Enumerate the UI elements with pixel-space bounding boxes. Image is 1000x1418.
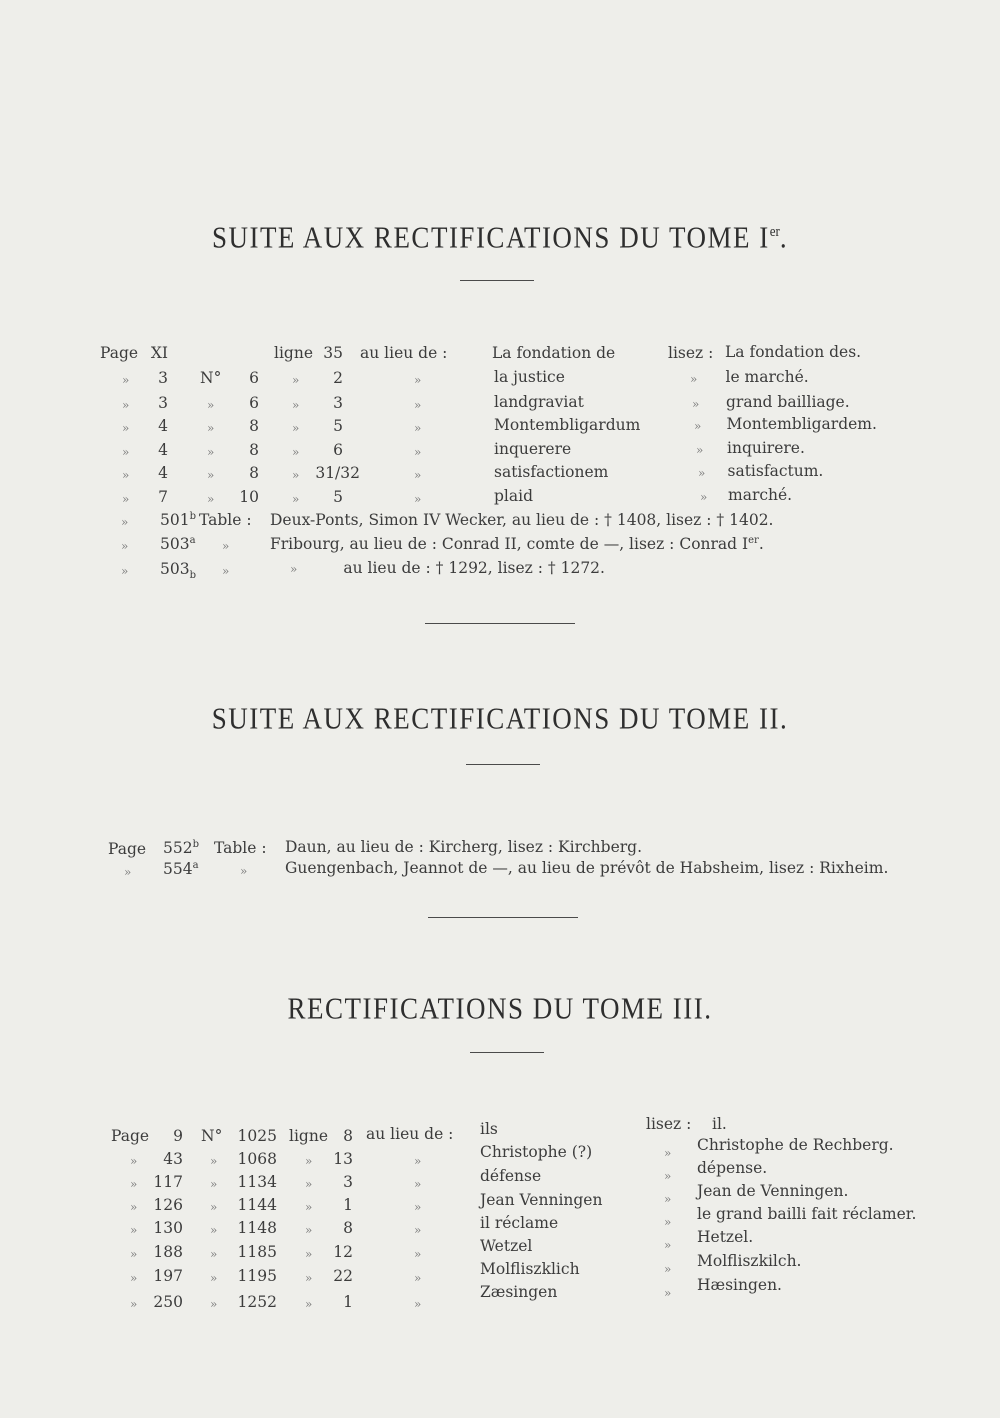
row-new-text: Christophe de Rechberg. [697,1136,894,1154]
entry-text [290,559,605,578]
row-line: 2 [333,369,343,387]
row-lisez: » [664,1192,672,1206]
row-lisez: lisez : [668,344,714,362]
row-no-label: » [210,1154,218,1168]
row-new-text: Hæsingen. [697,1276,782,1294]
row-ligne-label: » [305,1223,313,1237]
row-old-text: défense [480,1167,542,1185]
row-au-lieu: » [414,1297,422,1311]
row-old-text: inquerere [494,440,572,458]
row-number: 1185 [237,1243,277,1261]
row-au-lieu: » [414,1223,422,1237]
section3-rule [470,1052,544,1053]
row-page-number: 4 [158,441,168,459]
row-au-lieu: » [414,398,422,412]
entry-page-number: 501$^b$ [160,510,196,529]
row-page-number: XI [150,344,168,362]
entry-mark: Page [108,840,147,858]
entry-page-suffix: b [189,570,196,582]
row-ligne-label: » [305,1177,313,1191]
row-new-text: le marché. [725,367,809,386]
row-lisez: » [664,1262,672,1276]
entry-label: » [222,564,230,578]
row-old-text: Montembligardum [494,416,641,434]
row-au-lieu: au lieu de : [360,344,448,362]
entry-text-end: . [758,534,764,553]
row-line: 13 [333,1150,353,1168]
entry-page-suffix: a [192,859,199,871]
entry-page-suffix: a [189,534,196,546]
entry-mark: » [121,539,129,553]
row-ligne-label: » [292,421,300,435]
row-au-lieu: » [414,421,422,435]
row-page-label: » [130,1177,138,1191]
row-no-label: » [207,492,215,506]
row-old-text: satisfactionem [494,463,609,481]
row-lisez: » [692,396,700,411]
row-number: 10 [239,488,259,506]
entry-label: Table : [199,511,252,529]
row-old-text: la justice [494,368,565,386]
entry-page-number: $503_b$ [160,560,196,582]
row-old-text: plaid [494,487,533,505]
row-number: 8 [249,464,259,482]
row-number: 8 [249,441,259,459]
row-old-text: Jean Venningen [480,1191,603,1209]
row-no-label: N° [200,369,222,387]
row-no-label: » [210,1200,218,1214]
row-page-label: » [130,1271,138,1285]
entry-label: » [240,864,248,878]
row-page-number: 250 [153,1293,183,1311]
row-page-number: 4 [158,417,168,435]
row-no-label: » [207,468,215,482]
row-old-text: La fondation de [492,344,616,362]
section1-title: SUITE AUX RECTIFICATIONS DU TOME Ier. [211,219,789,255]
row-page-label: » [130,1297,138,1311]
row-number: 1195 [237,1267,277,1285]
row-lisez: » [698,466,706,480]
section2-title: SUITE AUX RECTIFICATIONS DU TOME II. [211,700,789,736]
row-page-number: 7 [158,488,168,506]
row-page-label: » [130,1247,138,1261]
row-page-label: » [122,398,130,412]
row-ligne-label: » [305,1271,313,1285]
divider-rule-2 [428,917,578,918]
entry-text: Daun, au lieu de : Kircherg, lisez : Kirchberg. [285,838,643,856]
row-page-number: 188 [153,1243,183,1261]
row-old-text: Zæsingen [480,1283,558,1301]
entry-page-suffix: b [192,838,199,850]
row-no-label: » [207,421,215,435]
entry-ditto-mark: » [290,562,298,576]
row-line: 8 [343,1219,353,1237]
row-new-text: Hetzel. [697,1228,754,1246]
row-new-text: inquirere. [727,439,805,458]
row-ligne-label: » [305,1297,313,1311]
row-lisez: » [700,489,708,504]
row-old-text: Molfliszklich [480,1260,580,1278]
row-number: 1144 [237,1196,277,1214]
row-au-lieu: » [414,468,422,482]
row-au-lieu: » [414,1200,422,1214]
row-new-text: satisfactum. [727,462,824,480]
row-lisez: » [664,1286,672,1300]
row-new-text: grand bailliage. [726,392,850,411]
row-ligne-label: » [292,468,300,482]
entry-text-rest: au lieu de : † 1292, lisez : † 1272. [343,559,605,577]
row-number: 1134 [237,1173,277,1191]
row-new-text: La fondation des. [725,343,862,361]
row-page-label: » [130,1154,138,1168]
row-line: 1 [343,1196,353,1214]
row-no-label: » [207,445,215,459]
row-au-lieu: » [414,1247,422,1261]
row-number: 1068 [237,1150,277,1168]
entry-text: Deux-Ponts, Simon IV Wecker, au lieu de : † 1408, lisez : † 1402. [270,511,774,529]
row-old-text: landgraviat [494,393,584,411]
row-page-number: 43 [163,1150,183,1168]
row-ligne-label: ligne [274,344,313,362]
row-new-text: Jean de Venningen. [697,1182,849,1200]
entry-label: » [222,539,230,553]
section3-title: RECTIFICATIONS DU TOME III. [287,990,713,1026]
row-no-label: » [207,398,215,412]
row-line: 3 [333,394,343,412]
section2-rule [466,764,540,765]
row-number: 1252 [237,1293,277,1311]
row-page-number: 126 [153,1196,183,1214]
row-page-label: » [122,421,130,435]
row-number: 1148 [237,1219,277,1237]
row-new-text: le grand bailli fait réclamer. [697,1205,917,1223]
entry-page-suffix: b [189,510,196,522]
row-lisez: » [690,371,698,386]
row-no-label: » [210,1247,218,1261]
row-lisez: » [694,419,702,434]
row-line: 35 [323,344,343,362]
row-lisez: » [664,1215,672,1229]
entry-mark: » [121,564,129,578]
row-lisez: » [664,1169,672,1183]
row-number: 8 [249,417,259,435]
row-line: 22 [333,1267,353,1285]
row-no-label: » [210,1271,218,1285]
row-line: 6 [333,441,343,459]
row-page-number: 130 [153,1219,183,1237]
row-line: 12 [333,1243,353,1261]
row-old-text: ils [480,1120,498,1138]
row-au-lieu: » [414,1177,422,1191]
row-number: 1025 [237,1127,277,1145]
divider-rule [425,623,575,624]
row-new-text: Montembligardem. [726,415,877,434]
row-ligne-label: » [305,1200,313,1214]
row-page-number: 3 [158,394,168,412]
row-line: 31/32 [315,464,360,482]
entry-page-number: 552$^b$ [163,838,199,857]
row-old-text: il réclame [480,1214,559,1232]
row-lisez: lisez : [646,1115,692,1133]
row-ligne-label: » [292,492,300,506]
entry-text: Guengenbach, Jeannot de —, au lieu de prévôt de Habsheim, lisez : Rixheim. [285,858,889,877]
row-old-text: Christophe (?) [480,1143,593,1161]
row-page-number: 9 [173,1127,183,1145]
row-page-label: » [122,373,130,387]
row-page-label: » [122,492,130,506]
row-lisez: » [664,1238,672,1252]
row-ligne-label: » [292,373,300,387]
row-number: 6 [249,394,259,412]
row-new-text: marché. [728,485,793,504]
row-ligne-label: » [292,398,300,412]
row-au-lieu: » [414,492,422,506]
entry-mark: » [121,515,129,529]
row-ligne-label: ligne [289,1127,328,1145]
row-au-lieu: » [414,445,422,459]
row-line: 3 [343,1173,353,1191]
row-lisez: » [696,443,704,458]
row-number: 6 [249,369,259,387]
row-line: 5 [333,488,343,506]
row-page-number: 4 [158,464,168,482]
row-page-number: 197 [153,1267,183,1285]
row-line: 8 [343,1127,353,1145]
row-au-lieu: au lieu de : [366,1125,454,1143]
row-page-number: 3 [158,369,168,387]
row-ligne-label: » [305,1247,313,1261]
row-no-label: » [210,1297,218,1311]
row-page-number: 117 [153,1173,183,1191]
row-lisez: » [664,1146,672,1160]
entry-text: Fribourg, au lieu de : Conrad II, comte de —, lisez : Conrad Ier. [270,534,764,553]
entry-mark: » [124,865,132,879]
row-au-lieu: » [414,373,422,387]
row-new-text: Molfliszkilch. [697,1252,802,1270]
row-au-lieu: » [414,1271,422,1285]
entry-page-number: 554$^a$ [163,859,199,878]
row-au-lieu: » [414,1154,422,1168]
row-line: 1 [343,1293,353,1311]
row-ligne-label: » [292,445,300,459]
entry-text-sup: er [748,534,759,546]
entry-label: Table : [214,839,267,857]
row-page-label: » [130,1223,138,1237]
row-new-text: dépense. [697,1159,768,1177]
row-new-text: il. [712,1115,727,1133]
row-page-label: » [130,1200,138,1214]
row-page-label: Page [100,344,139,362]
row-page-label: » [122,468,130,482]
row-no-label: » [210,1177,218,1191]
entry-page-number: 503$^a$ [160,534,196,553]
row-no-label: N° [201,1127,223,1145]
row-no-label: » [210,1223,218,1237]
row-line: 5 [333,417,343,435]
row-old-text: Wetzel [480,1237,533,1255]
row-ligne-label: » [305,1154,313,1168]
row-page-label: Page [111,1127,150,1145]
row-page-label: » [122,445,130,459]
section1-rule [460,280,534,281]
